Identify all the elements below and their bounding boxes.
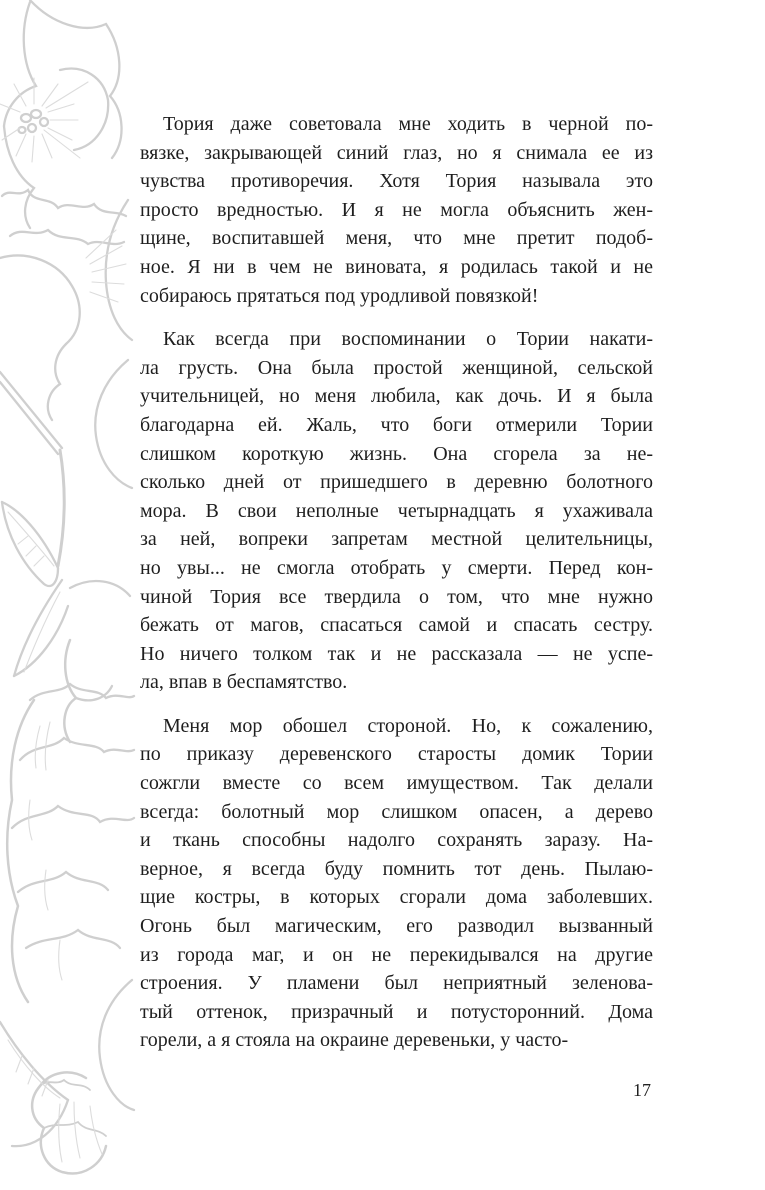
text-line: ное. Я ни в чем не виновата, я родилась такой и не bbox=[140, 255, 653, 278]
text-line: за ней, вопреки запретам местной целительницы, bbox=[140, 528, 653, 551]
text-line: Тория даже советовала мне ходить в черной по- bbox=[163, 113, 653, 135]
text-line: но увы... не смогла отобрать у смерти. Перед кон- bbox=[140, 556, 653, 579]
text-line: всегда: болотный мор слишком опасен, а дерево bbox=[140, 800, 653, 823]
text-line: тый оттенок, призрачный и потусторонний. Дома bbox=[140, 1000, 653, 1023]
text-line: из города маг, и он не перекидывался на другие bbox=[140, 943, 653, 966]
text-line: вязке, закрывающей синий глаз, но я снимала ее из bbox=[140, 141, 653, 164]
text-line: ла грусть. Она была простой женщиной, сельской bbox=[140, 356, 653, 379]
text-line: щине, воспитавшей меня, что мне претит подоб- bbox=[140, 227, 653, 250]
text-line: сколько дней от пришедшего в деревню болотного bbox=[140, 471, 653, 494]
text-line: горели, а я стояла на окраине деревеньки, у часто- bbox=[140, 1029, 569, 1052]
text-line: верное, я всегда буду помнить тот день. Пылаю- bbox=[140, 857, 653, 880]
text-line: просто вредностью. И я не могла объяснить жен- bbox=[140, 198, 653, 221]
text-line: Меня мор обошел стороной. Но, к сожалению, bbox=[163, 714, 653, 737]
text-line: мора. В свои неполные четырнадцать я ухаживала bbox=[140, 499, 653, 522]
text-line: ла, впав в беспамятство. bbox=[140, 671, 348, 694]
body-text bbox=[140, 110, 653, 1070]
text-line: Как всегда при воспоминании о Тории накати- bbox=[163, 328, 653, 351]
text-line: чувства противоречия. Хотя Тория называла это bbox=[140, 170, 653, 193]
text-line: слишком короткую жизнь. Она сгорела за не- bbox=[140, 442, 653, 465]
text-line: собираюсь прятаться под уродливой повязкой! bbox=[140, 284, 539, 307]
floral-border-art bbox=[0, 0, 140, 1190]
page-number: 17 bbox=[633, 1080, 651, 1100]
text-line: Огонь был магическим, его разводил вызванный bbox=[140, 915, 653, 938]
text-line: сожгли вместе со всем имуществом. Так делали bbox=[140, 772, 653, 795]
paragraph bbox=[140, 712, 653, 1055]
text-line: щие костры, в которых сгорали дома заболевших. bbox=[140, 886, 653, 909]
text-line: Но ничего толком так и не рассказала — не успе- bbox=[140, 642, 653, 665]
text-line: чиной Тория все твердила о том, что мне нужно bbox=[140, 585, 653, 608]
text-line: строения. У пламени был неприятный зеленова- bbox=[140, 972, 653, 995]
text-line: бежать от магов, спасаться самой и спасать сестру. bbox=[140, 614, 653, 637]
text-line: по приказу деревенского старосты домик Тории bbox=[140, 743, 653, 766]
paragraph bbox=[140, 110, 653, 310]
text-line: благодарна ей. Жаль, что боги отмерили Тории bbox=[140, 413, 653, 436]
text-line: учительницей, но меня любила, как дочь. И я была bbox=[140, 385, 653, 408]
text-line: и ткань способны надолго сохранять заразу. На- bbox=[140, 829, 653, 852]
paragraph bbox=[140, 325, 653, 697]
